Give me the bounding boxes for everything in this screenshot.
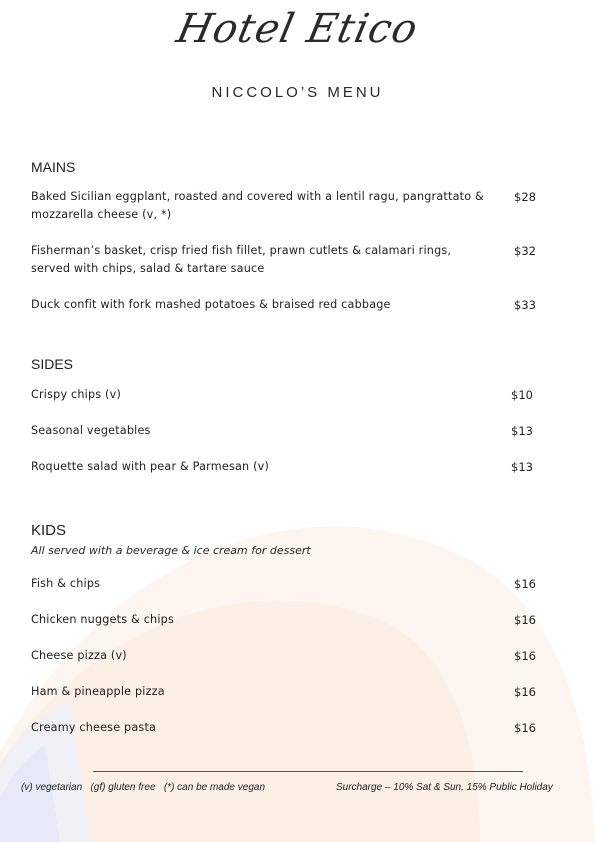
kids-note: All served with a beverage & ice cream for dessert — [31, 544, 311, 557]
menu-item: Fisherman’s basket, crisp fried fish fillet, prawn cutlets & calamari rings, served with chips, salad & tartare sauce — [31, 244, 452, 275]
menu-item: Baked Sicilian eggplant, roasted and covered with a lentil ragu, pangrattato & mozzarella cheese (v, *) — [31, 190, 484, 221]
menu-item-price: $13 — [511, 424, 533, 438]
menu-title: NICCOLO’S MENU — [211, 84, 384, 101]
menu-item-price: $16 — [514, 685, 536, 699]
menu-item-price: $32 — [514, 244, 536, 258]
section-title-mains: MAINS — [31, 159, 76, 175]
footer-divider — [93, 771, 523, 772]
menu-item: Crispy chips (v) — [31, 388, 122, 401]
menu-item: Chicken nuggets & chips — [31, 613, 174, 626]
menu-item: Seasonal vegetables — [31, 424, 151, 437]
hotel-logo: Hotel Etico — [172, 6, 423, 52]
menu-item: Ham & pineapple pizza — [31, 685, 165, 698]
surcharge-note: Surcharge – 10% Sat & Sun, 15% Public Holiday — [336, 782, 553, 793]
menu-item-price: $28 — [514, 190, 536, 204]
menu-item: Fish & chips — [31, 577, 101, 590]
menu-item-price: $16 — [514, 577, 536, 591]
section-title-sides: SIDES — [31, 356, 74, 372]
menu-item-price: $16 — [514, 613, 536, 627]
menu-item: Duck confit with fork mashed potatoes & braised red cabbage — [31, 298, 391, 311]
menu-item-price: $10 — [511, 388, 533, 402]
menu-item: Cheese pizza (v) — [31, 649, 127, 662]
dietary-legend: (v) vegetarian (gf) gluten free (*) can be made vegan — [21, 782, 266, 793]
menu-item-price: $16 — [514, 721, 536, 735]
menu-item-price: $33 — [514, 298, 536, 312]
menu-item-price: $16 — [514, 649, 536, 663]
menu-item: Roquette salad with pear & Parmesan (v) — [31, 460, 270, 473]
section-title-kids: KIDS — [31, 522, 67, 539]
menu-item-price: $13 — [511, 460, 533, 474]
menu-item: Creamy cheese pasta — [31, 721, 157, 734]
